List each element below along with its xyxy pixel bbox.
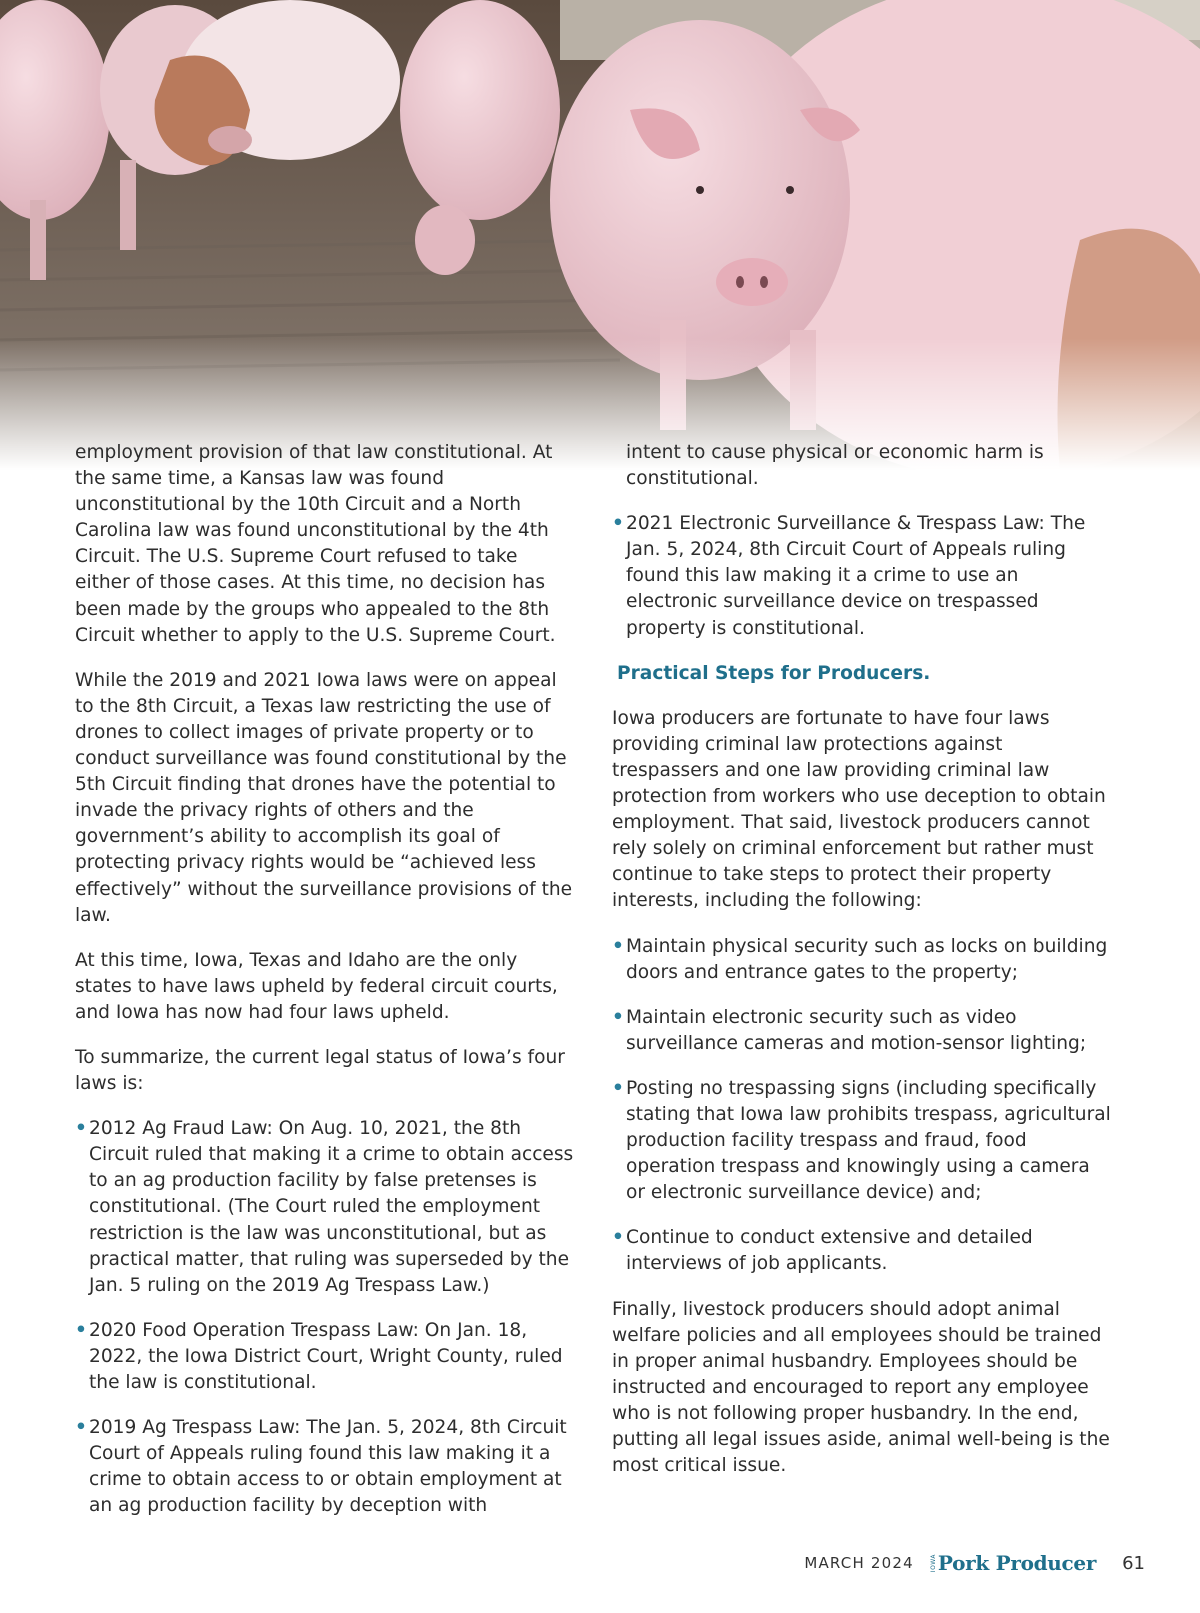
issue-date: MARCH 2024 [804,1554,914,1572]
bullet-list [612,511,1114,641]
paragraph: employment provision of that law constitutional. At the same time, a Kansas law was found unconstitutional by the 10th Circuit and a North Carolina law was found unconstitutional by the 4th Circuit. The U.S. Supreme Court refused to take either of those cases. At this time, no decision has been made by the groups who appealed to the 8th Circuit whether to apply to the U.S. Supreme Court. [75,442,556,646]
bullet-icon: • [612,513,624,535]
list-item: • Posting no trespassing signs (including specifically stating that Iowa law prohibits trespass, agricultural production facility trespass and fraud, food operation trespass and knowingly using a camera or electronic surveillance device) and; [612,1077,1111,1204]
page-number: 61 [1122,1552,1145,1574]
bullet-icon: • [612,1227,624,1249]
paragraph: Iowa producers are fortunate to have four laws providing criminal law protections against trespassers and one law providing criminal law protection from workers who use deception to obtain employment. That said, livestock producers cannot rely solely on criminal enforcement but rather must continue to take steps to protect their property interests, including the following: [612,707,1106,912]
list-item: • Continue to conduct extensive and detailed interviews of job applicants. [612,1227,1033,1275]
paragraph: At this time, Iowa, Texas and Idaho are the only states to have laws upheld by federal circuit courts, and Iowa has now had four laws upheld. [75,949,558,1023]
bullet-icon: • [612,1077,624,1099]
section-heading: Practical Steps for Producers. [617,662,931,684]
bullet-icon: • [75,1118,87,1140]
list-item: • 2019 Ag Trespass Law: The Jan. 5, 2024, 8th Circuit Court of Appeals ruling found this law making it a crime to obtain access to or obtain employment at an ag production facility by deception with [75,1417,567,1517]
pigs-illustration [0,0,1200,470]
paragraph: To summarize, the current legal status of Iowa’s four laws is: [75,1046,565,1095]
logo-iowa-text: IOWA [929,1553,937,1573]
bullet-list [75,1116,577,1519]
page-footer [804,1548,1145,1578]
left-column [75,440,577,1538]
pork-producer-logo [930,1551,1096,1575]
list-item: • 2021 Electronic Surveillance & Trespass Law: The Jan. 5, 2024, 8th Circuit Court of Appeals ruling found this law making it a crime to use an electronic surveillance device on trespassed property is constitutional. [612,513,1086,639]
continued-text: intent to cause physical or economic harm is constitutional. [626,442,1044,490]
paragraph: While the 2019 and 2021 Iowa laws were on appeal to the 8th Circuit, a Texas law restricting the use of drones to collect images of private property or to conduct surveillance was found constitutional by the 5th Circuit finding that drones have the potential to invade the privacy rights of others and the government’s ability to accomplish its goal of protecting privacy rights would be “achieved less effectively” without the surveillance provisions of the law. [75,669,573,926]
list-item: • Maintain physical security such as locks on building doors and entrance gates to the property; [612,935,1108,983]
bullet-icon: • [612,935,624,957]
logo-text: Pork Producer [937,1551,1097,1575]
bullet-icon: • [75,1417,87,1439]
bullet-icon: • [612,1006,624,1028]
list-item: • 2020 Food Operation Trespass Law: On Jan. 18, 2022, the Iowa District Court, Wright County, ruled the law is constitutional. [75,1319,563,1393]
list-item: • Maintain electronic security such as video surveillance cameras and motion-sensor lighting; [612,1006,1087,1054]
bullet-list [612,934,1114,1278]
right-column [612,440,1114,1498]
list-item: • 2012 Ag Fraud Law: On Aug. 10, 2021, the 8th Circuit ruled that making it a crime to obtain access to an ag production facility by false pretenses is constitutional. (The Court ruled the employment restriction is the law was unconstitutional, but as practical matter, that ruling was superseded by the Jan. 5 ruling on the 2019 Ag Trespass Law.) [75,1118,574,1296]
paragraph: Finally, livestock producers should adopt animal welfare policies and all employees should be trained in proper animal husbandry. Employees should be instructed and encouraged to report any employee who is not following proper husbandry. In the end, putting all legal issues aside, animal well-being is the most critical issue. [612,1298,1110,1477]
pigs-photo [0,0,1200,470]
bullet-icon: • [75,1319,87,1341]
